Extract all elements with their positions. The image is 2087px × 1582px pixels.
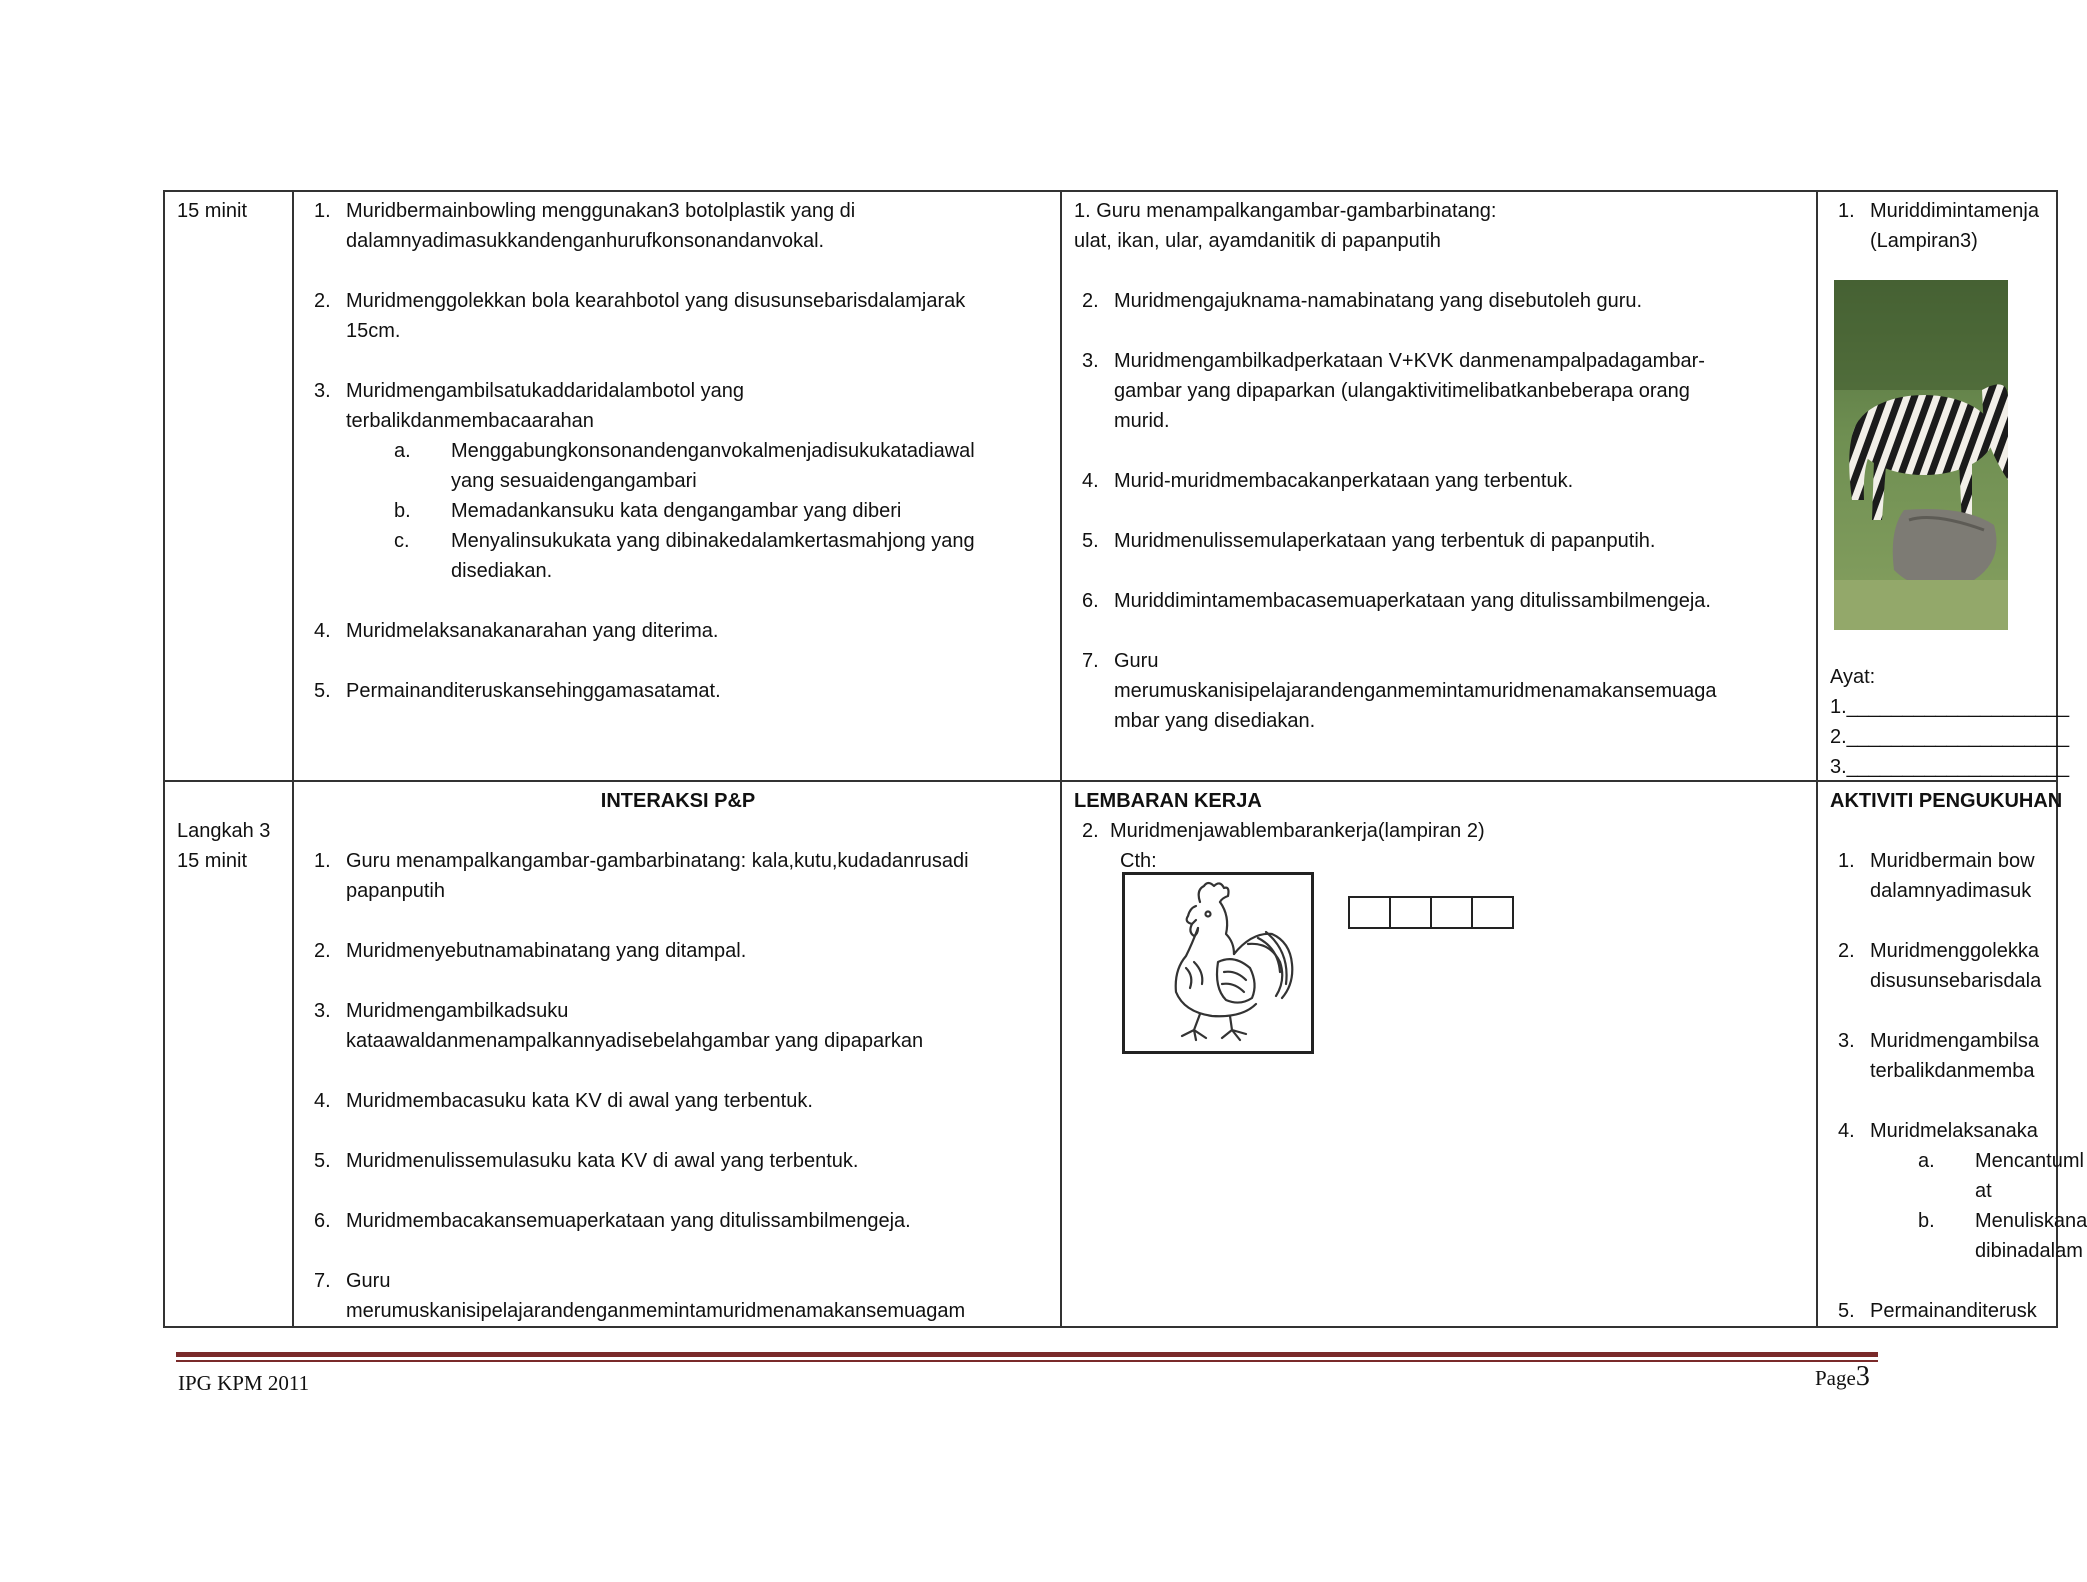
- interaction-list: [306, 846, 1050, 1326]
- footer-rule: [176, 1352, 1878, 1362]
- sub-item-letter: b.: [394, 500, 411, 522]
- item-text: Muriddimintamembacasemuaperkataan yang ditulissambilmengeja.: [1114, 590, 1711, 612]
- item-text: terbalikdanmembacaarahan: [346, 410, 594, 432]
- list-item: [1830, 936, 2046, 996]
- activity-cell: [293, 781, 1061, 1327]
- item-number: 7.: [1082, 650, 1099, 672]
- item-text: Muridmengajuknama-namabinatang yang disebutoleh guru.: [1114, 290, 1643, 312]
- page-number-value: 3: [1855, 1361, 1870, 1392]
- item-number: 4.: [314, 1090, 331, 1112]
- list-item: [1074, 526, 1806, 556]
- item-number: 1.: [314, 200, 331, 222]
- item-number: 2.: [1082, 290, 1099, 312]
- list-item: [306, 616, 1050, 646]
- item-number: 1.: [1838, 200, 1855, 222]
- item-text: Muridmembacasuku kata KV di awal yang terbentuk.: [346, 1090, 813, 1112]
- list-item: [306, 846, 1050, 906]
- item-text: terbalikdanmemba: [1870, 1060, 2035, 1082]
- sub-item-text: dibinadalam: [1975, 1240, 2083, 1262]
- answer-blank[interactable]: 2.____________________: [1830, 726, 2070, 748]
- intro-line: 1. Guru menampalkangambar-gambarbinatang:: [1074, 200, 1497, 222]
- item-text: (Lampiran3): [1870, 230, 1978, 252]
- activity-cell: [293, 191, 1061, 781]
- item-text: Muridmengambilkadsuku: [346, 1000, 569, 1022]
- answer-box[interactable]: [1431, 897, 1472, 928]
- sub-item-text: yang sesuaidengangambari: [451, 470, 697, 492]
- time-cell: [164, 781, 293, 1327]
- item-number: 6.: [1082, 590, 1099, 612]
- lesson-plan-table: [163, 190, 2087, 1328]
- intro-line: ulat, ikan, ular, ayamdanitik di papanputih: [1074, 230, 1441, 252]
- sub-item-letter: c.: [394, 530, 410, 552]
- time-label: 15 minit: [177, 200, 248, 222]
- item-text: Permainanditerusk: [1870, 1300, 2037, 1322]
- item-number: 3.: [1838, 1030, 1855, 1052]
- list-item: [1074, 286, 1806, 316]
- item-number: 1.: [314, 850, 331, 872]
- sub-item-text: at: [1975, 1180, 1992, 1202]
- list-item: [1074, 816, 1806, 846]
- item-text: Muridmenyebutnamabinatang yang ditampal.: [346, 940, 747, 962]
- list-item: [306, 1146, 1050, 1176]
- item-text: mbar yang disediakan.: [1114, 710, 1316, 732]
- item-number: 3.: [314, 1000, 331, 1022]
- sub-item-text: Menuliskana: [1975, 1210, 2087, 1232]
- list-item: [306, 286, 1050, 346]
- footer-rule-thick: [176, 1352, 1878, 1357]
- ayat-label: Ayat:: [1830, 666, 1876, 688]
- reinforcement-section: [1818, 782, 2087, 1326]
- item-number: 2.: [1838, 940, 1855, 962]
- item-text: Muridbermainbowling menggunakan3 botolplastik yang di: [346, 200, 856, 222]
- item-text: gambar yang dipaparkan (ulangaktivitimelibatkanbeberapa orang: [1114, 380, 1690, 402]
- sub-item-letter: a.: [394, 440, 411, 462]
- item-text: dalamnyadimasuk: [1870, 880, 2032, 902]
- item-text: Muridmelaksanaka: [1870, 1120, 2038, 1142]
- teaching-list: [1062, 192, 1816, 736]
- list-item: [306, 1266, 1050, 1326]
- page-label: Page: [1815, 1366, 1856, 1390]
- page-number: [1815, 1362, 1870, 1393]
- step-info: [165, 782, 292, 876]
- item-text: Guru: [1114, 650, 1159, 672]
- item-text: merumuskanisipelajarandenganmemintamuridmenamakansemuaga: [1114, 680, 1717, 702]
- list-item: [1074, 586, 1806, 616]
- item-number: 2.: [314, 940, 331, 962]
- item-text: Muridmengambilsa: [1870, 1030, 2039, 1052]
- item-number: 5.: [314, 1150, 331, 1172]
- item-number: 4.: [1838, 1120, 1855, 1142]
- teaching-cell: [1061, 191, 1817, 781]
- item-text: Guru menampalkangambar-gambarbinatang: kala,kutu,kudadanrusadi: [346, 850, 969, 872]
- item-text: disusunsebarisdala: [1870, 970, 2042, 992]
- item-text: Permainanditeruskansehinggamasatamat.: [346, 680, 721, 702]
- list-item: [1830, 196, 2046, 256]
- answer-box[interactable]: [1472, 897, 1513, 928]
- item-number: 2.: [1082, 820, 1099, 842]
- activity-list: [294, 192, 1060, 706]
- item-number: 4.: [1082, 470, 1099, 492]
- sub-item: [346, 526, 1050, 586]
- sub-item-text: Mencantuml: [1975, 1150, 2084, 1172]
- footer-rule-thin: [176, 1360, 1878, 1362]
- item-text: Muridmelaksanakanarahan yang diterima.: [346, 620, 719, 642]
- item-text: Muriddimintamenja: [1870, 200, 2039, 222]
- item-number: 1.: [1838, 850, 1855, 872]
- sub-item-text: Memadankansuku kata dengangambar yang diberi: [451, 500, 902, 522]
- item-text: Guru: [346, 1270, 391, 1292]
- item-text: Muridmenulissemulasuku kata KV di awal yang terbentuk.: [346, 1150, 859, 1172]
- item-text: Muridmenjawablembarankerja(lampiran 2): [1110, 820, 1485, 842]
- sub-item: [346, 496, 1050, 526]
- sub-item-text: Menyalinsukukata yang dibinakedalamkertasmahjong yang: [451, 530, 975, 552]
- time-cell: [164, 191, 293, 781]
- zebra-photo-icon: [1834, 280, 2008, 630]
- sub-item: [1870, 1206, 2087, 1266]
- answer-blank[interactable]: 3.____________________: [1830, 756, 2070, 778]
- item-number: 2.: [314, 290, 331, 312]
- sub-item-text: disediakan.: [451, 560, 553, 582]
- item-text: merumuskanisipelajarandenganmemintamuridmenamakansemuagam: [346, 1300, 966, 1322]
- item-text: Murid-muridmembacakanperkataan yang terbentuk.: [1114, 470, 1574, 492]
- item-number: 6.: [314, 1210, 331, 1232]
- answer-box[interactable]: [1390, 897, 1431, 928]
- assessment-list: [1818, 192, 2056, 256]
- list-item: [306, 676, 1050, 706]
- item-text: Muridmengambilsatukaddaridalambotol yang: [346, 380, 744, 402]
- reinforcement-list: [1830, 816, 2087, 1326]
- item-text: Muridmengambilkadperkataan V+KVK danmenampalpadagambar-: [1114, 350, 1705, 372]
- table-row: [164, 781, 2057, 1327]
- list-item: [306, 376, 1050, 586]
- example-label: Cth:: [1120, 850, 1157, 872]
- section-heading: LEMBARAN KERJA: [1074, 790, 1262, 812]
- answer-blank[interactable]: 1.____________________: [1830, 696, 2070, 718]
- section-heading: AKTIVITI PENGUKUHAN: [1830, 790, 2063, 812]
- item-text: dalamnyadimasukkandenganhurufkonsonandanvokal.: [346, 230, 825, 252]
- item-text: Muridmenulissemulaperkataan yang terbentuk di papanputih.: [1114, 530, 1656, 552]
- item-number: 5.: [1838, 1300, 1855, 1322]
- item-number: 3.: [1082, 350, 1099, 372]
- item-text: Muridbermain bow: [1870, 850, 2035, 872]
- list-item: [306, 1206, 1050, 1236]
- item-text: Muridmenggolekkan bola kearahbotol yang disusunsebarisdalamjarak: [346, 290, 966, 312]
- item-number: 7.: [314, 1270, 331, 1292]
- item-text: Muridmenggolekka: [1870, 940, 2039, 962]
- section-heading: INTERAKSI P&P: [600, 790, 756, 812]
- list-item: [1074, 646, 1806, 736]
- worksheet-section: [1062, 782, 1816, 876]
- interaction-section: [294, 782, 1060, 1326]
- sub-item: [1870, 1146, 2084, 1206]
- teaching-items: [1074, 286, 1806, 736]
- item-text: 15cm.: [346, 320, 401, 342]
- reinforcement-cell: [1817, 781, 2087, 1327]
- list-item: [1074, 466, 1806, 496]
- rooster-drawing-icon: [1122, 872, 1314, 1054]
- item-number: 5.: [1082, 530, 1099, 552]
- answer-boxes: [1348, 896, 1516, 930]
- item-text: murid.: [1114, 410, 1170, 432]
- list-item: [306, 196, 1050, 256]
- list-item: [306, 936, 1050, 966]
- time-label: 15 minit: [177, 850, 248, 872]
- worksheet-cell: [1061, 781, 1817, 1327]
- item-text: Muridmembacakansemuaperkataan yang ditulissambilmengeja.: [346, 1210, 911, 1232]
- item-number: 4.: [314, 620, 331, 642]
- sub-item-letter: a.: [1918, 1150, 1935, 1172]
- list-item: [1830, 1296, 2046, 1326]
- ayat-block: [1830, 662, 2069, 782]
- list-item: [1830, 846, 2046, 906]
- sub-item: [346, 436, 1050, 496]
- item-text: kataawaldanmenampalkannyadisebelahgambar yang dipaparkan: [346, 1030, 924, 1052]
- item-number: 3.: [314, 380, 331, 402]
- sub-item-letter: b.: [1918, 1210, 1935, 1232]
- list-item: [306, 1086, 1050, 1116]
- list-item: [1074, 346, 1806, 436]
- table-row: [164, 191, 2057, 781]
- sub-item-text: Menggabungkonsonandenganvokalmenjadisukukatadiawal: [451, 440, 975, 462]
- answer-box[interactable]: [1349, 897, 1390, 928]
- list-item: [306, 996, 1050, 1056]
- assessment-cell: [1817, 191, 2070, 781]
- list-item: [1830, 1116, 2087, 1266]
- list-item: [1830, 1026, 2046, 1086]
- item-number: 5.: [314, 680, 331, 702]
- step-label: Langkah 3: [177, 820, 271, 842]
- item-text: papanputih: [346, 880, 445, 902]
- footer-left: IPG KPM 2011: [178, 1371, 310, 1395]
